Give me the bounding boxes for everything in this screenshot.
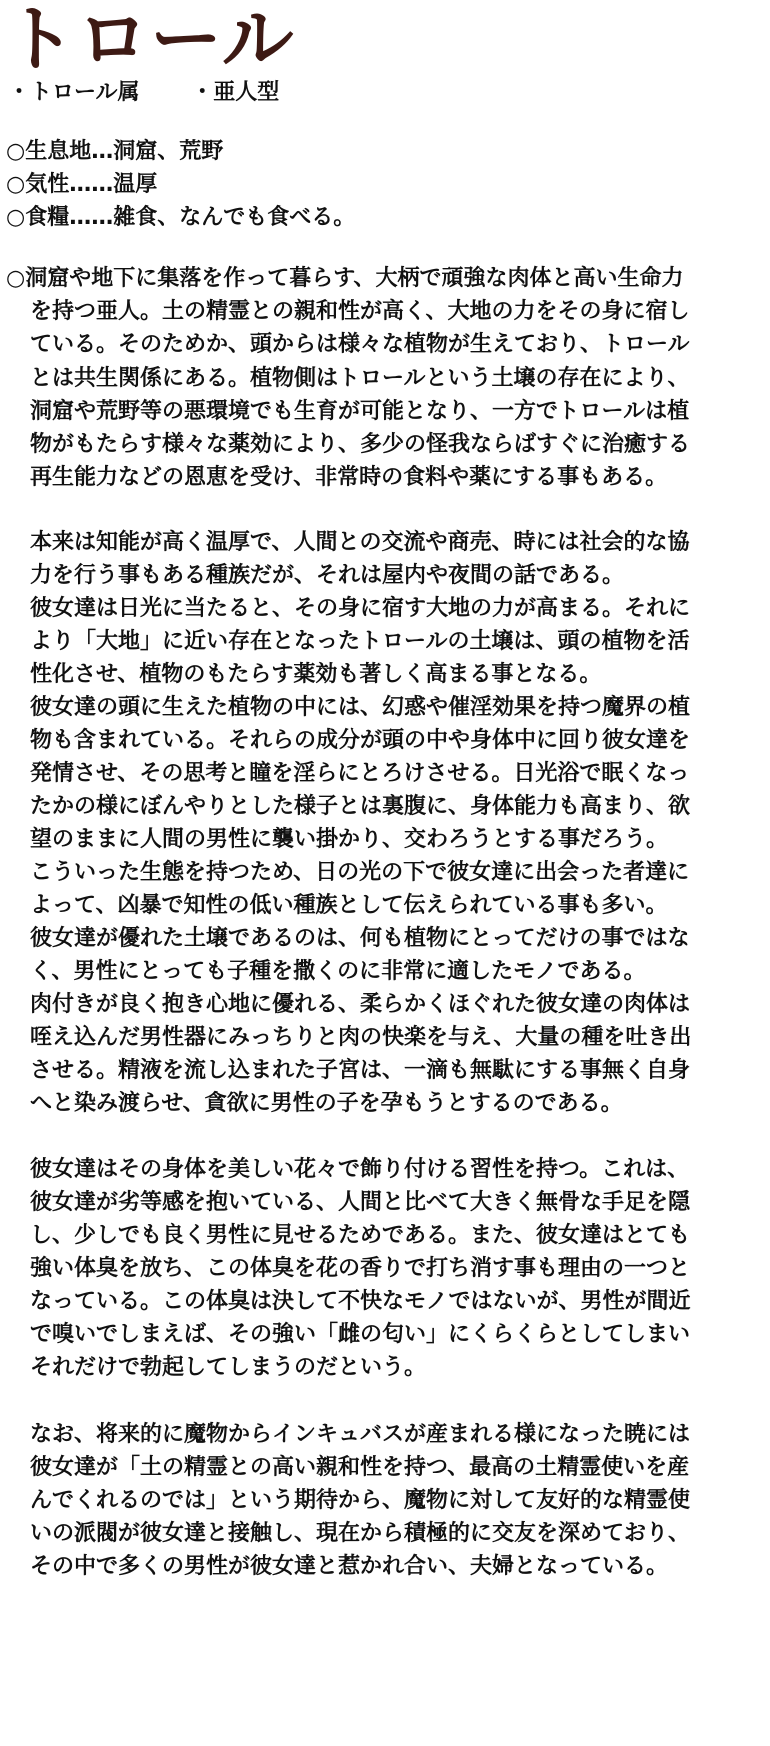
paragraph-line: 咥え込んだ男性器にみっちりと肉の快楽を与え、大量の種を吐き出: [30, 1025, 692, 1050]
type-label: ・亜人型: [191, 80, 280, 105]
paragraph-line: ○洞窟や地下に集落を作って暮らす、大柄で頑強な肉体と高い生命力: [6, 266, 684, 291]
paragraph-line: 強い体臭を放ち、この体臭を花の香りで打ち消す事も理由の一つと: [30, 1256, 691, 1281]
paragraph-line: よって、凶暴で知性の低い種族として伝えられている事も多い。: [30, 893, 668, 918]
paragraph-line: なっている。この体臭は決して不快なモノではないが、男性が間近: [30, 1289, 691, 1314]
paragraph-line: より「大地」に近い存在となったトロールの土壌は、頭の植物を活: [30, 629, 690, 654]
paragraph-line: 物がもたらす様々な薬効により、多少の怪我ならばすぐに治癒する: [30, 432, 691, 457]
paragraph-line: 肉付きが良く抱き心地に優れる、柔らかくほぐれた彼女達の肉体は: [30, 992, 691, 1017]
paragraph-line: 彼女達は日光に当たると、その身に宿す大地の力が高まる。それに: [30, 596, 691, 621]
paragraph-line: 洞窟や荒野等の悪環境でも生育が可能となり、一方でトロールは植: [30, 399, 690, 424]
paragraph-line: 彼女達が優れた土壌であるのは、何も植物にとってだけの事ではな: [30, 926, 690, 951]
paragraph-line: 力を行う事もある種族だが、それは屋内や夜間の話である。: [30, 563, 625, 588]
paragraph-line: 再生能力などの恩恵を受け、非常時の食料や薬にする事もある。: [30, 465, 668, 490]
paragraph-line: なお、将来的に魔物からインキュバスが産まれる様になった暁には: [30, 1422, 691, 1447]
paragraph-line: 物も含まれている。それらの成分が頭の中や身体中に回り彼女達を: [30, 728, 691, 753]
genus-label: ・トロール属: [8, 80, 140, 105]
paragraph-line: 性化させ、植物のもたらす薬効も著しく高まる事となる。: [30, 662, 602, 687]
paragraph-line: 彼女達が劣等感を抱いている、人間と比べて大きく無骨な手足を隠: [30, 1190, 691, 1215]
diet-attribute: ○食糧……雑食、なんでも食べる。: [6, 205, 356, 230]
paragraph-line: させる。精液を流し込まれた子宮は、一滴も無駄にする事無く自身: [30, 1058, 691, 1083]
paragraph-line: たかの様にぼんやりとした様子とは裏腹に、身体能力も高まり、欲: [30, 794, 691, 819]
paragraph-line: し、少しでも良く男性に見せるためである。また、彼女達はとても: [30, 1223, 691, 1248]
paragraph-line: とは共生関係にある。植物側はトロールという土壌の存在により、: [30, 366, 690, 391]
paragraph-line: く、男性にとっても子種を撒くのに非常に適したモノである。: [30, 959, 646, 984]
paragraph-line: 彼女達はその身体を美しい花々で飾り付ける習性を持つ。これは、: [30, 1157, 690, 1182]
habitat-attribute: ○生息地…洞窟、荒野: [6, 139, 224, 164]
paragraph-line: 彼女達の頭に生えた植物の中には、幻惑や催淫効果を持つ魔界の植: [30, 695, 691, 720]
paragraph-line: 本来は知能が高く温厚で、人間との交流や商売、時には社会的な協: [30, 530, 690, 555]
paragraph-line: 彼女達が「土の精霊との高い親和性を持つ、最高の土精霊使いを産: [30, 1455, 690, 1480]
paragraph-line: いの派閥が彼女達と接触し、現在から積極的に交友を深めており、: [30, 1521, 691, 1546]
paragraph-line: こういった生態を持つため、日の光の下で彼女達に出会った者達に: [30, 860, 690, 885]
page-title: トロール: [4, 0, 295, 81]
paragraph-line: へと染み渡らせ、貪欲に男性の子を孕もうとするのである。: [30, 1091, 623, 1116]
paragraph-line: 望のままに人間の男性に襲い掛かり、交わろうとする事だろう。: [30, 827, 669, 852]
paragraph-line: んでくれるのでは」という期待から、魔物に対して友好的な精霊使: [30, 1488, 691, 1513]
paragraph-line: で嗅いでしまえば、その強い「雌の匂い」にくらくらとしてしまい: [30, 1322, 691, 1347]
paragraph-line: ている。そのためか、頭からは様々な植物が生えており、トロール: [30, 332, 690, 357]
classification-row: [8, 78, 279, 108]
paragraph-line: それだけで勃起してしまうのだという。: [30, 1355, 427, 1380]
temperament-attribute: ○気性……温厚: [6, 172, 158, 197]
paragraph-line: を持つ亜人。土の精霊との親和性が高く、大地の力をその身に宿し: [30, 299, 690, 324]
paragraph-line: 発情させ、その思考と瞳を淫らにとろけさせる。日光浴で眠くなっ: [30, 761, 690, 786]
paragraph-line: その中で多くの男性が彼女達と惹かれ合い、夫婦となっている。: [30, 1554, 669, 1579]
